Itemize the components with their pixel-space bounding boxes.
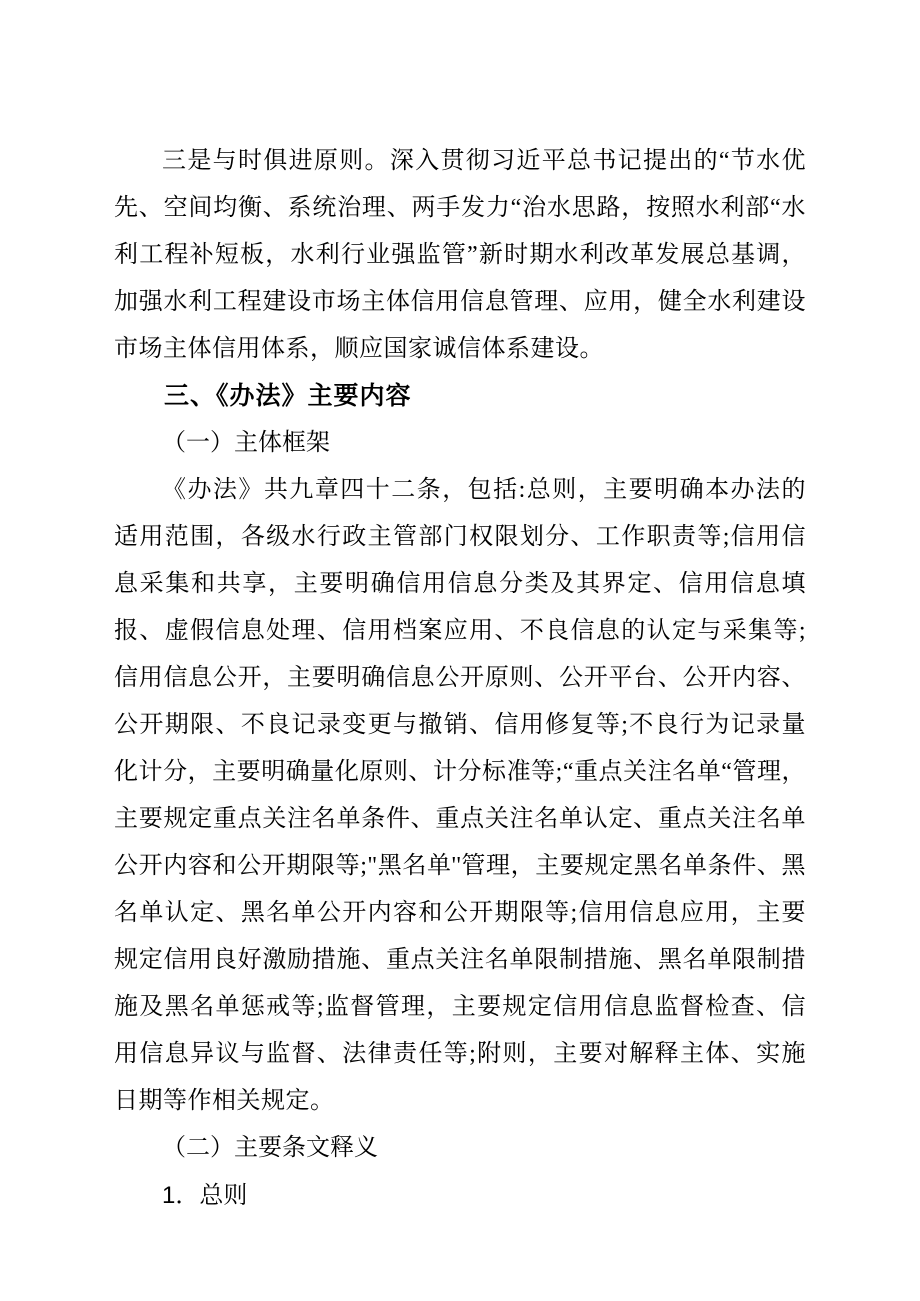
paragraph-principle-three: 三是与时俱进原则。深入贯彻习近平总书记提出的“节水优先、空间均衡、系统治理、两手发力“治水思路，按照水利部“水利工程补短板，水利行业强监管”新时期水利改革发展总基调，加强水利工程建设市场主体信用信息管理、应用，健全水利建设市场主体信用体系，顺应国家诚信体系建设。 — [114, 148, 806, 362]
paragraph-framework-overview: 《办法》共九章四十二条，包括:总则，主要明确本办法的适用范围，各级水行政主管部门权限划分、工作职责等;信用信息采集和共享，主要明确信用信息分类及其界定、信用信息填报、虚假信息处理、信用档案应用、不良信息的认定与采集等;信用信息公开，主要明确信息公开原则、公开平台、公开内容、公开期限、不良记录变更与撤销、信用修复等;不良行为记录量化计分，主要明确量化原则、计分标准等;“重点关注名单“管理，主要规定重点关注名单条件、重点关注名单认定、重点关注名单公开内容和公开期限等;"黑名单''管理，主要规定黑名单条件、黑名单认定、黑名单公开内容和公开期限等;信用信息应用，主要规定信用良好激励措施、重点关注名单限制措施、黑名单限制措施及黑名单惩戒等;监督管理，主要规定信用信息监督检查、信用信息异议与监督、法律责任等;附则，主要对解释主体、实施日期等作相关规定。 — [114, 477, 806, 1114]
section-heading-main-content: 三、《办法》主要内容 — [164, 382, 412, 410]
subsection-heading-framework: （一）主体框架 — [162, 430, 330, 456]
item-heading-general-provisions: 1．总则 — [162, 1182, 248, 1209]
subsection-heading-clause-interpretation: （二）主要条文释义 — [162, 1135, 378, 1161]
